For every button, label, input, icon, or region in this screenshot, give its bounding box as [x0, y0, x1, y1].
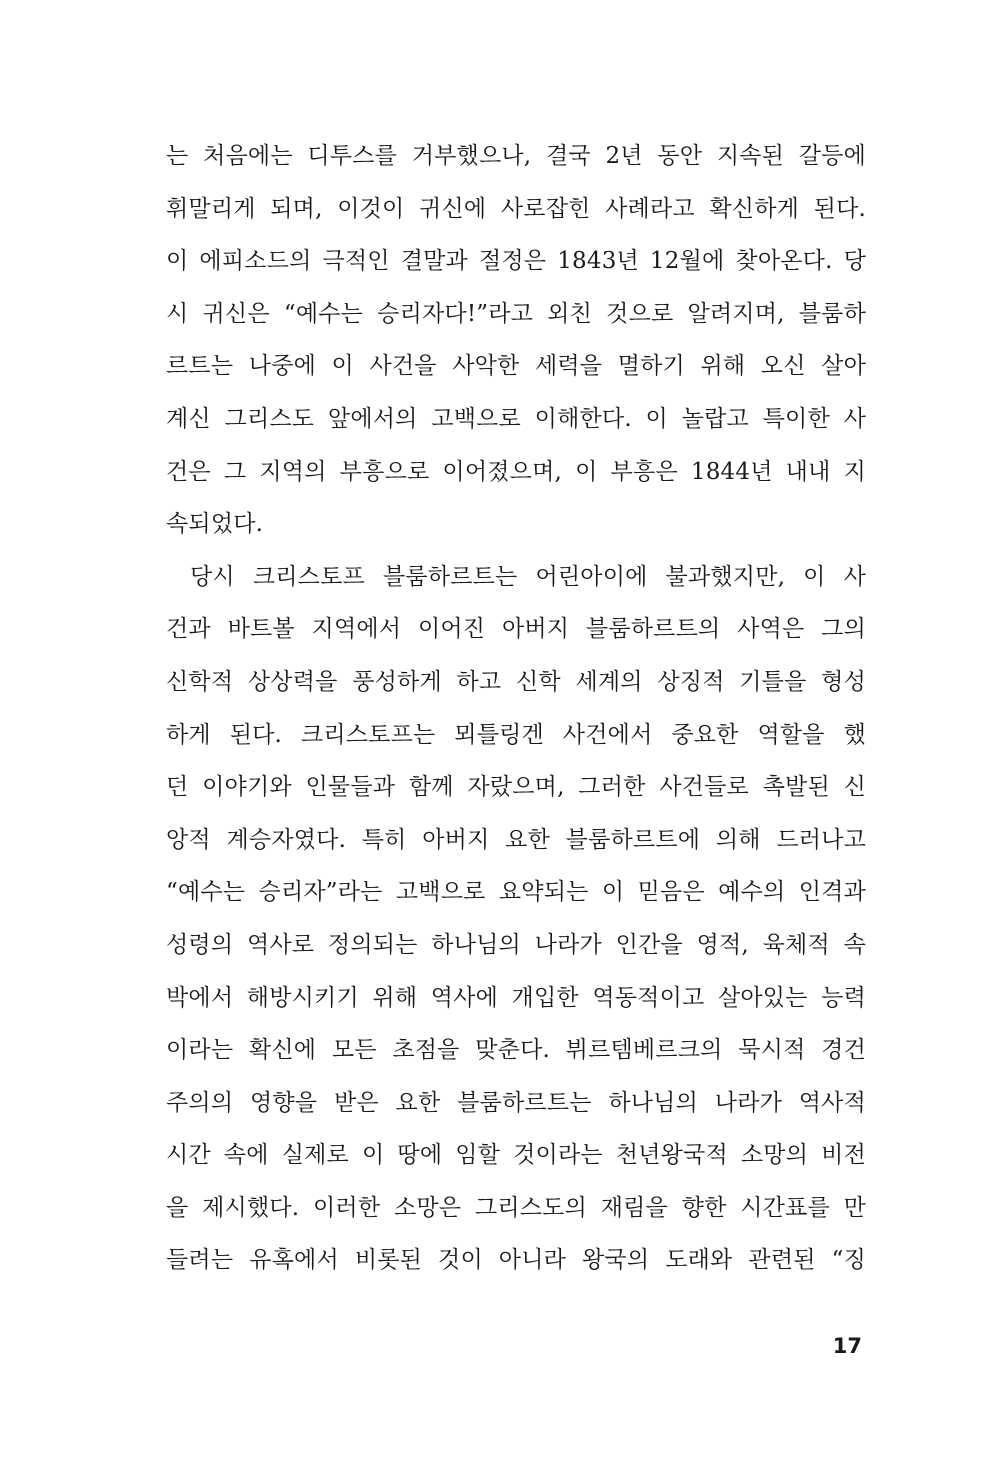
text-line: 건은 그 지역의 부흥으로 이어졌으며, 이 부흥은 1844년 내내 지 — [166, 458, 866, 485]
text-line: 시 귀신은 “예수는 승리자다!”라고 외친 것으로 알려지며, 블룸하 — [166, 300, 866, 327]
body-text — [166, 130, 866, 1287]
text-line: 앙적 계승자였다. 특히 아버지 요한 블룸하르트에 의해 드러나고 — [166, 826, 866, 853]
text-line: 성령의 역사로 정의되는 하나님의 나라가 인간을 영적, 육체적 속 — [166, 931, 866, 958]
text-line: 시간 속에 실제로 이 땅에 임할 것이라는 천년왕국적 소망의 비전 — [166, 1142, 866, 1169]
text-line: 계신 그리스도 앞에서의 고백으로 이해한다. 이 놀랍고 특이한 사 — [166, 405, 866, 432]
text-line: 신학적 상상력을 풍성하게 하고 신학 세계의 상징적 기틀을 형성 — [166, 668, 866, 695]
text-line: 는 처음에는 디투스를 거부했으나, 결국 2년 동안 지속된 갈등에 — [166, 143, 866, 169]
text-line: 휘말리게 되며, 이것이 귀신에 사로잡힌 사례라고 확신하게 된다. — [166, 195, 866, 222]
text-line: 이라는 확신에 모든 초점을 맞춘다. 뷔르템베르크의 묵시적 경건 — [166, 1037, 866, 1064]
page-number: 17 — [832, 1334, 862, 1358]
text-line: 박에서 해방시키기 위해 역사에 개입한 역동적이고 살아있는 능력 — [166, 984, 866, 1011]
text-line: 르트는 나중에 이 사건을 사악한 세력을 멸하기 위해 오신 살아 — [166, 353, 866, 380]
text-line: 당시 크리스토프 블룸하르트는 어린아이에 불과했지만, 이 사 — [190, 563, 866, 590]
text-line: 건과 바트볼 지역에서 이어진 아버지 블룸하르트의 사역은 그의 — [166, 616, 866, 643]
text-line: 이 에피소드의 극적인 결말과 절정은 1843년 12월에 찾아온다. 당 — [166, 248, 866, 275]
text-line: 들려는 유혹에서 비롯된 것이 아니라 왕국의 도래와 관련된 “징 — [166, 1247, 866, 1274]
text-line: 주의의 영향을 받은 요한 블룸하르트는 하나님의 나라가 역사적 — [166, 1089, 866, 1116]
text-line: 하게 된다. 크리스토프는 뫼틀링겐 사건에서 중요한 역할을 했 — [166, 721, 866, 748]
text-line: 던 이야기와 인물들과 함께 자랐으며, 그러한 사건들로 촉발된 신 — [166, 774, 866, 801]
text-line: 을 제시했다. 이러한 소망은 그리스도의 재림을 향한 시간표를 만 — [166, 1194, 866, 1221]
text-line: 속되었다. — [166, 511, 264, 538]
text-line: “예수는 승리자”라는 고백으로 요약되는 이 믿음은 예수의 인격과 — [166, 879, 866, 906]
